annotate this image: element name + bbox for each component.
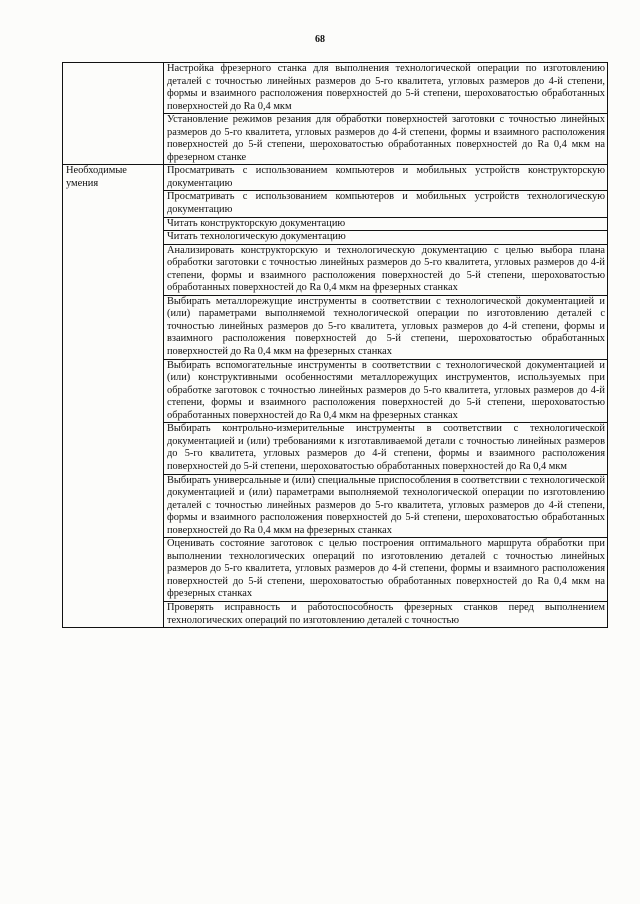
page-number: 68 [315,34,325,45]
skill-cell: Проверять исправность и работоспособность фрезерных станков перед выполнением технологических операций по изготовлению деталей с точностью [164,601,608,627]
skill-cell: Анализировать конструкторскую и технологическую документацию с целью выбора плана обработки заготовки с точностью линейных размеров до 5-го квалитета, угловых размеров до 4-й степени, формы и взаимного расположения поверхностей до 5-й степени, шероховатостью обработанных поверхностей до Ra 0,4 мкм на фрезерных станках [164,244,608,295]
skill-cell: Выбирать универсальные и (или) специальные приспособления в соответствии с технологической документацией и (или) параметрами выполняемой технологической операции по изготовлению деталей с точностью линейных размеров до 5-го квалитета, угловых размеров до 4-й степени, формы и взаимного расположения поверхностей до 5-й степени, шероховатостью обработанных поверхностей до Ra 0,4 мкм на фрезерных станках [164,474,608,538]
table-row [63,165,608,191]
skill-cell: Просматривать с использованием компьютеров и мобильных устройств технологическую документацию [164,191,608,217]
skill-cell: Выбирать вспомогательные инструменты в соответствии с технологической документацией и (или) конструктивными особенностями металлорежущих инструментов, используемых при обработке заготовок с точностью линейных размеров до 5-го квалитета, угловых размеров до 4-й степени, формы и взаимного расположения поверхностей до 5-й степени, шероховатостью обработанных поверхностей до Ra 0,4 мкм на фрезерных станках [164,359,608,423]
continuation-label-cell [63,63,164,165]
skill-cell: Выбирать металлорежущие инструменты в соответствии с технологической документацией и (или) параметрами выполняемой технологической операции по изготовлению деталей с точностью линейных размеров до 5-го квалитета, угловых размеров до 4-й степени, формы и взаимного расположения поверхностей до 5-й степени, шероховатостью обработанных поверхностей до Ra 0,4 мкм на фрезерных станках [164,295,608,359]
skill-cell: Оценивать состояние заготовок с целью построения оптимального маршрута обработки при выполнении технологических операций по изготовлению деталей с точностью линейных размеров до 5-го квалитета, угловых размеров до 4-й степени, формы и взаимного расположения поверхностей до 5-й степени, шероховатостью обработанных поверхностей до Ra 0,4 мкм на фрезерных станках [164,538,608,602]
requirements-table [62,62,608,628]
skill-cell: Выбирать контрольно-измерительные инструменты в соответствии с технологической документацией и (или) требованиями к изготавливаемой детали с точностью линейных размеров до 5-го квалитета, угловых размеров до 4-й степени, формы и взаимного расположения поверхностей до 5-й степени, шероховатостью обработанных поверхностей до Ra 0,4 мкм [164,423,608,474]
skill-cell: Читать технологическую документацию [164,231,608,245]
table-row [63,63,608,114]
labor-action-cell: Настройка фрезерного станка для выполнения технологической операции по изготовлению деталей с точностью линейных размеров до 5-го квалитета, угловых размеров до 4-й степени, формы и взаимного расположения поверхностей до 5-й степени, шероховатостью обработанных поверхностей до Ra 0,4 мкм [164,63,608,114]
skills-label-cell: Необходимые умения [63,165,164,628]
skill-cell: Читать конструкторскую документацию [164,217,608,231]
labor-action-cell: Установление режимов резания для обработки поверхностей заготовки с точностью линейных размеров до 5-го квалитета, угловых размеров до 4-й степени, формы и взаимного расположения поверхностей до 5-й степени, шероховатостью обработанных поверхностей до Ra 0,4 мкм на фрезерном станке [164,114,608,165]
skill-cell: Просматривать с использованием компьютеров и мобильных устройств конструкторскую документацию [164,165,608,191]
